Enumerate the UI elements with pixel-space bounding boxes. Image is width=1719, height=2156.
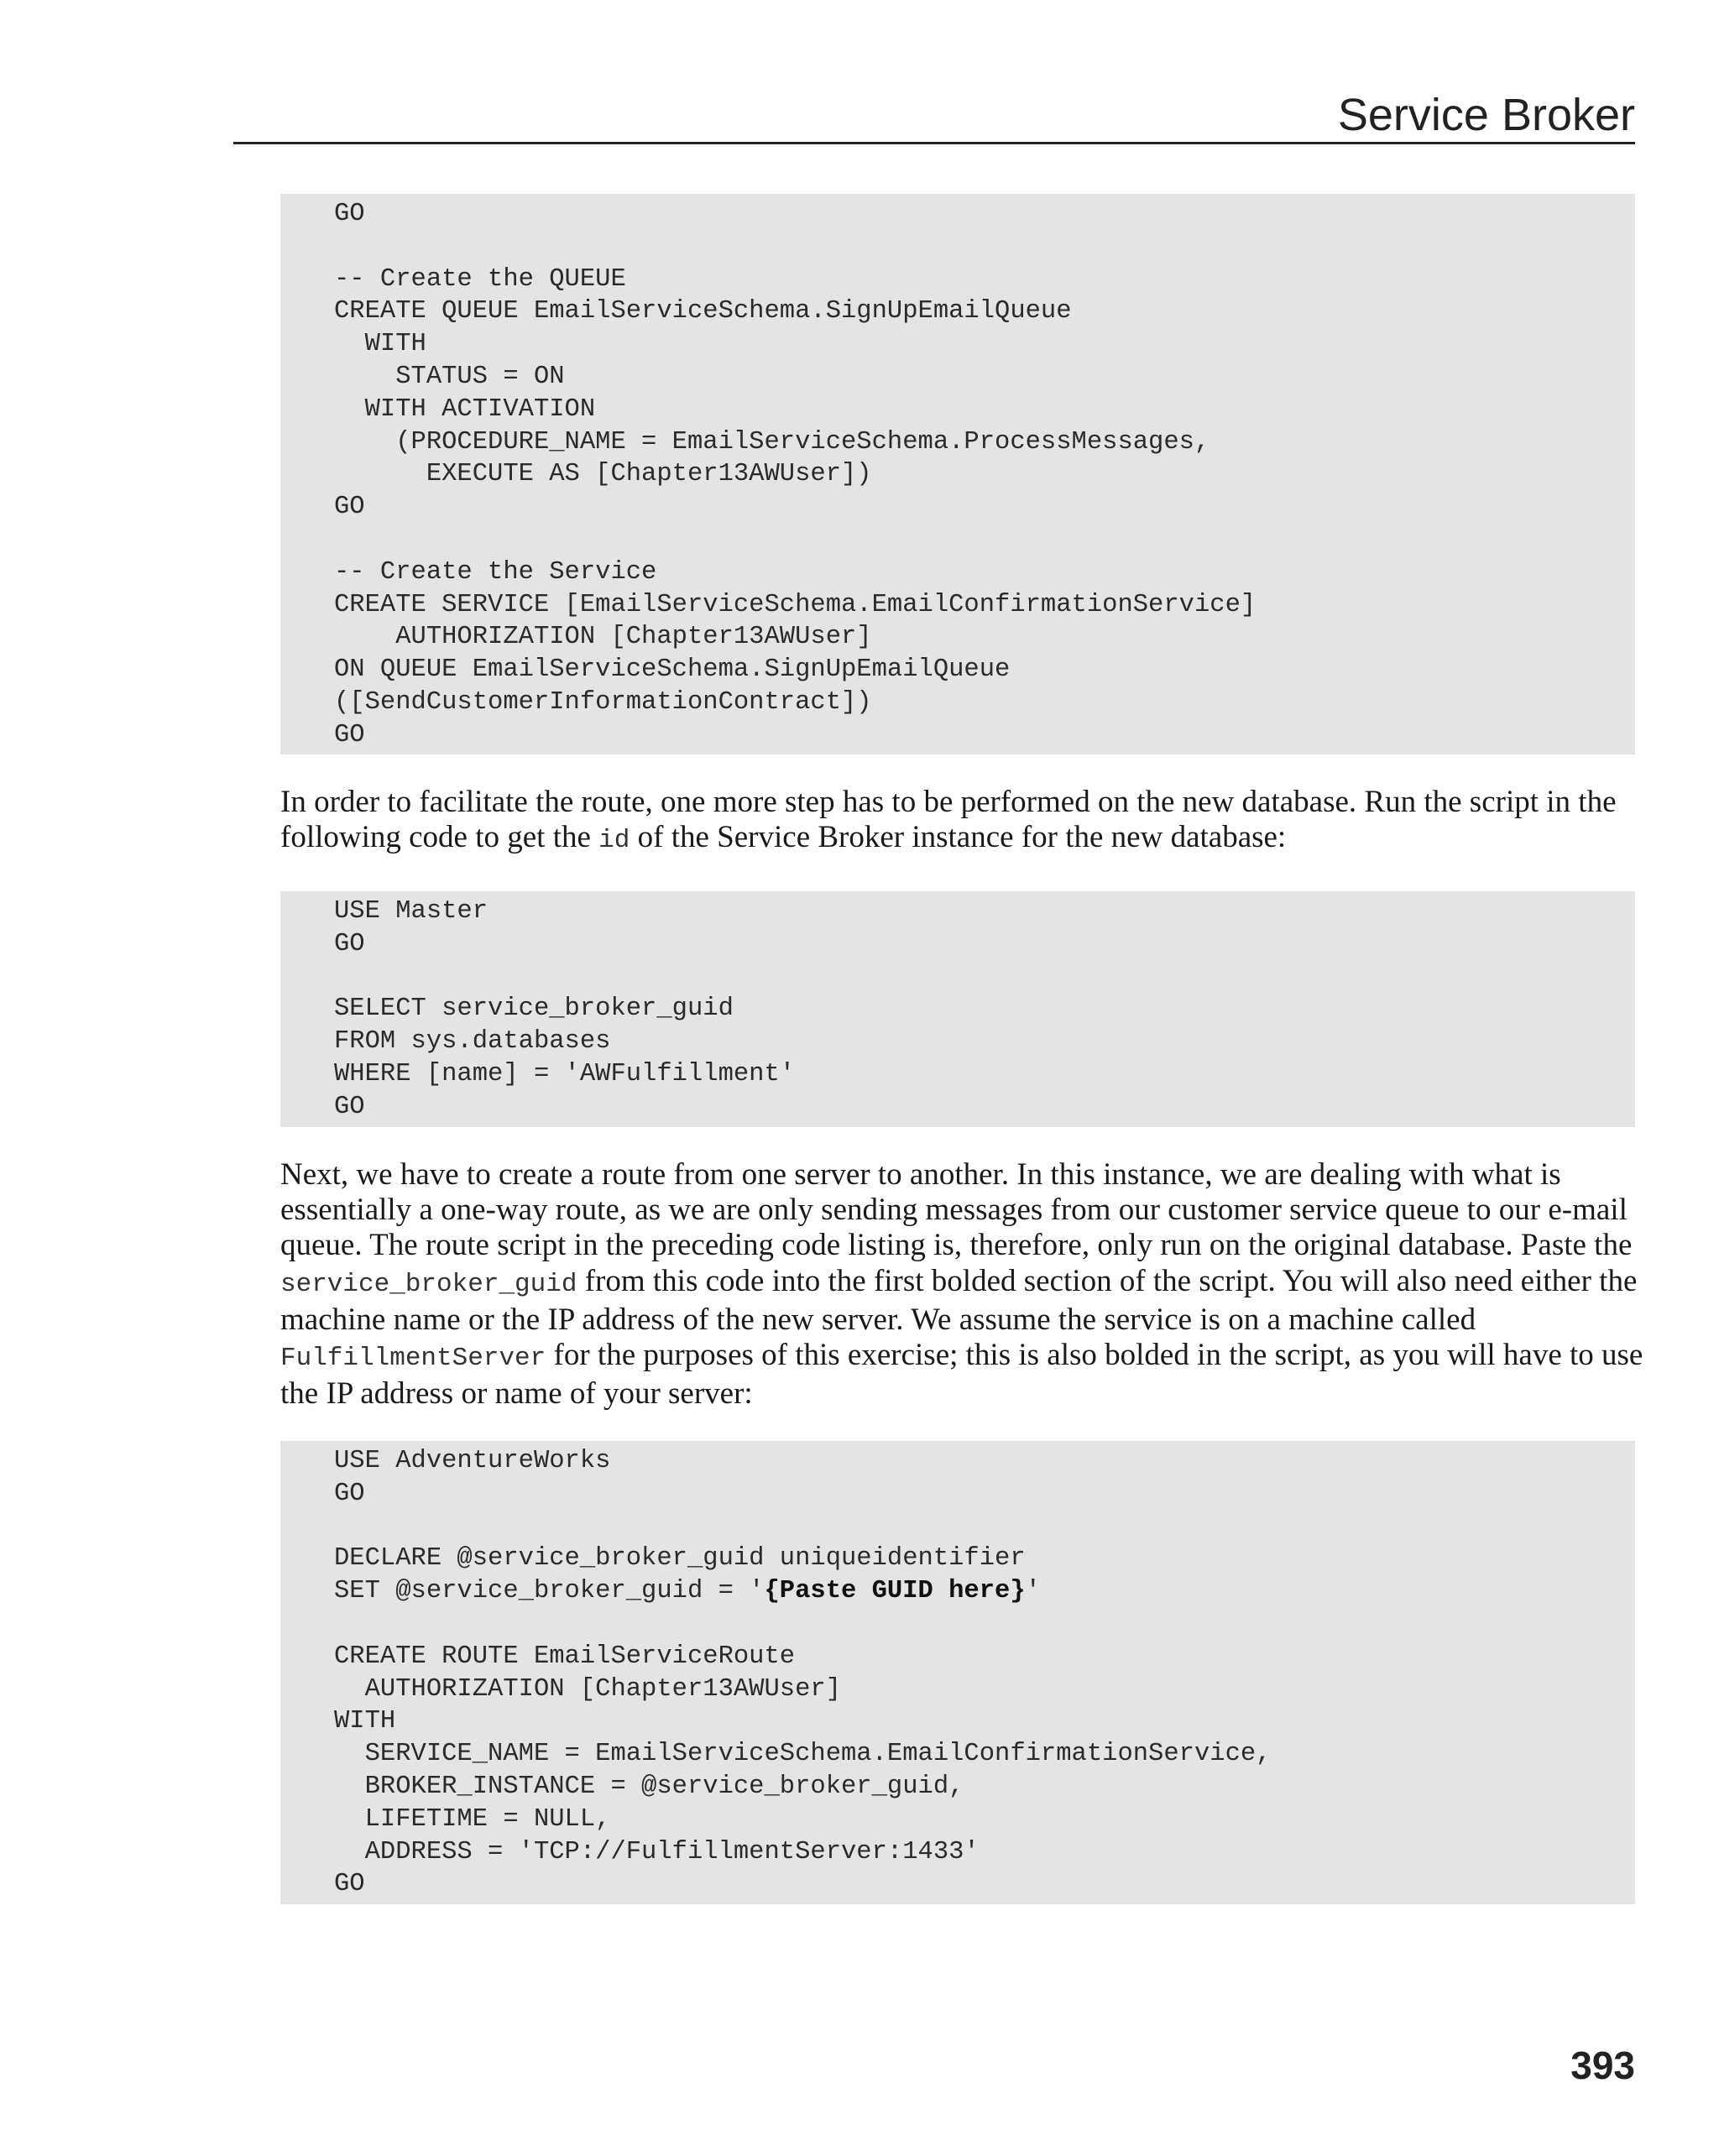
inline-code: id bbox=[598, 826, 630, 856]
paragraph-text: for the purposes of this exercise; this is also bolded in the script, as you will have to use the IP address or name of your server: bbox=[280, 1338, 1643, 1412]
paragraph-text: from this code into the first bolded section of the script. You will also need either the machine name or the IP address of the new server. We assume the service is on a machine called bbox=[280, 1263, 1638, 1337]
inline-code: service_broker_guid bbox=[280, 1269, 577, 1299]
page-number: 393 bbox=[1570, 2044, 1635, 2087]
paragraph-text: In order to facilitate the route, one more step has to be performed on the new database. Run the script in the following code to get the bbox=[280, 785, 1617, 855]
code-block-create-route bbox=[280, 1441, 1635, 1904]
paragraph-text: Next, we have to create a route from one server to another. In this instance, we are dealing with what is essentially a one-way route, as we are only sending messages from our customer service queue to our e-mail queue. The route script in the preceding code listing is, therefore, only run on the original database. Paste the bbox=[280, 1157, 1633, 1263]
code-text: ' CREATE ROUTE EmailServiceRoute AUTHORIZATION [Chapter13AWUser] WITH SERVICE_NAME = EmailServiceSchema.EmailConfirmationService, BROKER_INSTANCE = @service_broker_guid, LIFETIME = NULL, ADDRESS = 'TCP://FulfillmentServer:1433' GO bbox=[334, 1577, 1272, 1899]
code-bold-placeholder: {Paste GUID here} bbox=[764, 1577, 1026, 1606]
chapter-title: Service Broker bbox=[1337, 90, 1635, 140]
paragraph-text: of the Service Broker instance for the new database: bbox=[630, 820, 1287, 855]
paragraph-route-intro bbox=[280, 785, 1648, 859]
code-block-select-guid: USE Master GO SELECT service_broker_guid FROM sys.databases WHERE [name] = 'AWFulfillment' GO bbox=[280, 891, 1635, 1127]
paragraph-create-route bbox=[280, 1157, 1648, 1412]
running-header bbox=[233, 84, 1635, 144]
inline-code: FulfillmentServer bbox=[280, 1344, 546, 1374]
code-text: USE AdventureWorks GO DECLARE @service_broker_guid uniqueidentifier SET @service_broker_guid = ' bbox=[334, 1447, 1026, 1606]
code-block-queue-service: GO -- Create the QUEUE CREATE QUEUE EmailServiceSchema.SignUpEmailQueue WITH STATUS = ON WITH ACTIVATION (PROCEDURE_NAME = EmailServiceSchema.ProcessMessages, EXECUTE AS [Chapter13AWUser]) GO -- Create the Service CREATE SERVICE [EmailServiceSchema.EmailConfirmationService] AUTHORIZATION [Chapter13AWUser] ON QUEUE EmailServiceSchema.SignUpEmailQueue ([SendCustomerInformationContract]) GO bbox=[280, 194, 1635, 754]
